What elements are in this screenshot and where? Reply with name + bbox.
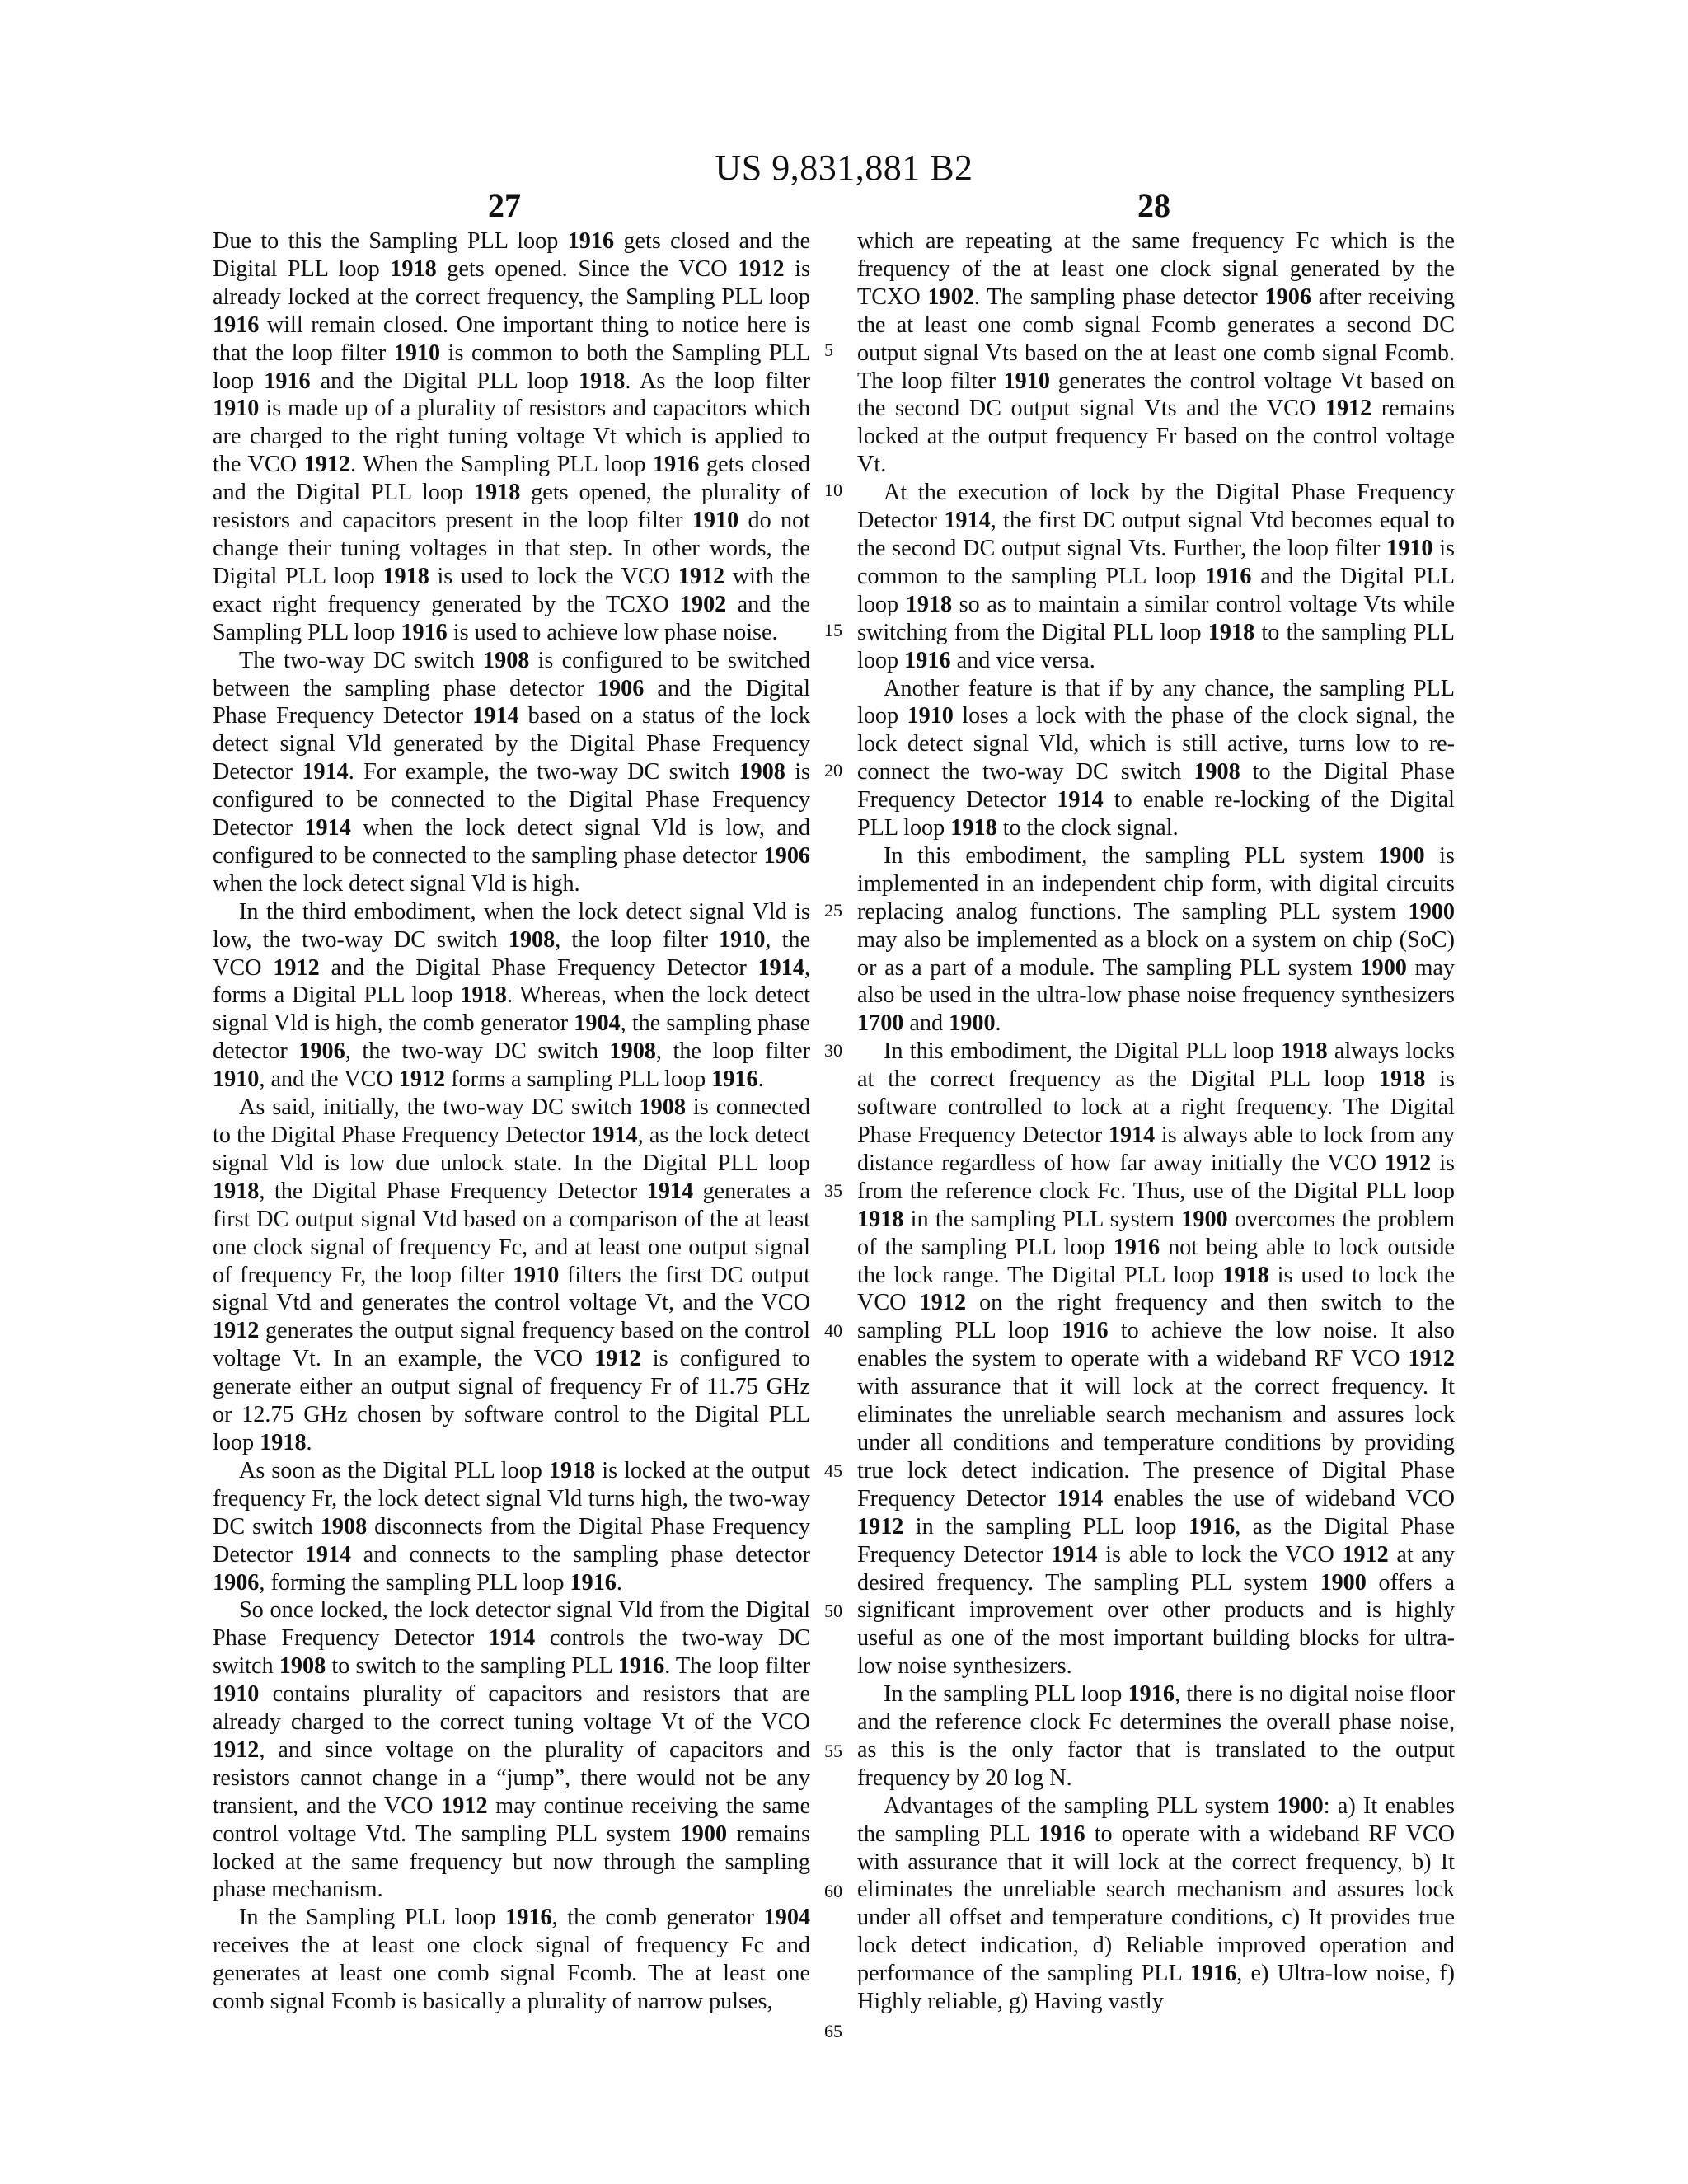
right-column	[857, 227, 1455, 2016]
page-number-right: 28	[1137, 187, 1170, 224]
line-number: 35	[824, 1180, 842, 1201]
paragraph: Advantages of the sampling PLL system 1900: a) It enables the sampling PLL 1916 to operate with a wideband RF VCO with assurance that it will lock at the correct frequency, b) It eliminates the unreliable search mechanism and assures lock under all offset and temperature conditions, c) It provides true lock detect indication, d) Reliable improved operation and performance of the sampling PLL 1916, e) Ultra-low noise, f) Highly reliable, g) Having vastly	[857, 1793, 1456, 2015]
line-number: 50	[824, 1601, 842, 1621]
line-number: 15	[824, 620, 842, 640]
paragraph: Due to this the Sampling PLL loop 1916 gets closed and the Digital PLL loop 1918 gets opened. Since the VCO 1912 is already locked at the correct frequency, the Sampling PLL loop 1916 will remain closed. One important thing to notice here is that the loop filter 1910 is common to both the Sampling PLL loop 1916 and the Digital PLL loop 1918. As the loop filter 1910 is made up of a plurality of resistors and capacitors which are charged to the right tuning voltage Vt which is applied to the VCO 1912. When the Sampling PLL loop 1916 gets closed and the Digital PLL loop 1918 gets opened, the plurality of resistors and capacitors present in the loop filter 1910 do not change their tuning voltages in that step. In other words, the Digital PLL loop 1918 is used to lock the VCO 1912 with the exact right frequency generated by the TCXO 1902 and the Sampling PLL loop 1916 is used to achieve low phase noise.	[213, 228, 811, 645]
paragraph: Another feature is that if by any chance, the sampling PLL loop 1910 loses a lock with the phase of the clock signal, the lock detect signal Vld, which is still active, turns low to re-connect the two-way DC switch 1908 to the Digital Phase Frequency Detector 1914 to enable re-locking of the Digital PLL loop 1918 to the clock signal.	[857, 675, 1455, 841]
line-number: 55	[824, 1741, 842, 1761]
paragraph: At the execution of lock by the Digital Phase Frequency Detector 1914, the first DC output signal Vtd becomes equal to the second DC output signal Vts. Further, the loop filter 1910 is common to the sampling PLL loop 1916 and the Digital PLL loop 1918 so as to maintain a similar control voltage Vts while switching from the Digital PLL loop 1918 to the sampling PLL loop 1916 and vice versa.	[857, 480, 1455, 673]
line-number: 45	[824, 1460, 842, 1481]
paragraph: which are repeating at the same frequency Fc which is the frequency of the at least one clock signal generated by the TCXO 1902. The sampling phase detector 1906 after receiving the at least one comb signal Fcomb generates a second DC output signal Vts based on the at least one comb signal Fcomb. The loop filter 1910 generates the control voltage Vt based on the second DC output signal Vts and the VCO 1912 remains locked at the output frequency Fr based on the control voltage Vt.	[857, 228, 1455, 478]
line-number: 5	[824, 340, 833, 360]
paragraph: In this embodiment, the sampling PLL system 1900 is implemented in an independent chip form, with digital circuits replacing analog functions. The sampling PLL system 1900 may also be implemented as a block on a system on chip (SoC) or as a part of a module. The sampling PLL system 1900 may also be used in the ultra-low phase noise frequency synthesizers 1700 and 1900.	[857, 842, 1456, 1037]
paragraph: In this embodiment, the Digital PLL loop 1918 always locks at the correct frequency as the Digital PLL loop 1918 is software controlled to lock at a right frequency. The Digital Phase Frequency Detector 1914 is always able to lock from any distance regardless of how far away initially the VCO 1912 is from the reference clock Fc. Thus, use of the Digital PLL loop 1918 in the sampling PLL system 1900 overcomes the problem of the sampling PLL loop 1916 not being able to lock outside the lock range. The Digital PLL loop 1918 is used to lock the VCO 1912 on the right frequency and then switch to the sampling PLL loop 1916 to achieve the low noise. It also enables the system to operate with a wideband RF VCO 1912 with assurance that it will lock at the correct frequency. It eliminates the unreliable search mechanism and assures lock under all conditions and temperature conditions by providing true lock detect indication. The presence of Digital Phase Frequency Detector 1914 enables the use of wideband VCO 1912 in the sampling PLL loop 1916, as the Digital Phase Frequency Detector 1914 is able to lock the VCO 1912 at any desired frequency. The sampling PLL system 1900 offers a significant improvement over other products and is highly useful as one of the most important building blocks for ultra-low noise synthesizers.	[857, 1038, 1456, 1680]
paragraph: In the third embodiment, when the lock detect signal Vld is low, the two-way DC switch 1908, the loop filter 1910, the VCO 1912 and the Digital Phase Frequency Detector 1914, forms a Digital PLL loop 1918. Whereas, when the lock detect signal Vld is high, the comb generator 1904, the sampling phase detector 1906, the two-way DC switch 1908, the loop filter 1910, and the VCO 1912 forms a sampling PLL loop 1916.	[213, 898, 811, 1093]
paragraph: The two-way DC switch 1908 is configured to be switched between the sampling phase detector 1906 and the Digital Phase Frequency Detector 1914 based on a status of the lock detect signal Vld generated by the Digital Phase Frequency Detector 1914. For example, the two-way DC switch 1908 is configured to be connected to the Digital Phase Frequency Detector 1914 when the lock detect signal Vld is low, and configured to be connected to the sampling phase detector 1906 when the lock detect signal Vld is high.	[213, 647, 811, 897]
line-number: 25	[824, 900, 842, 921]
page-number-left: 27	[488, 187, 521, 224]
line-number: 65	[824, 2021, 842, 2041]
line-number: 40	[824, 1320, 842, 1341]
line-number: 10	[824, 480, 842, 500]
left-column	[213, 227, 810, 2016]
patent-number: US 9,831,881 B2	[715, 148, 973, 188]
paragraph: As said, initially, the two-way DC switch 1908 is connected to the Digital Phase Frequency Detector 1914, as the lock detect signal Vld is low due unlock state. In the Digital PLL loop 1918, the Digital Phase Frequency Detector 1914 generates a first DC output signal Vtd based on a comparison of the at least one clock signal of frequency Fc, and at least one output signal of frequency Fr, the loop filter 1910 filters the first DC output signal Vtd and generates the control voltage Vt, and the VCO 1912 generates the output signal frequency based on the control voltage Vt. In an example, the VCO 1912 is configured to generate either an output signal of frequency Fr of 11.75 GHz or 12.75 GHz chosen by software control to the Digital PLL loop 1918.	[213, 1094, 810, 1455]
paragraph: As soon as the Digital PLL loop 1918 is locked at the output frequency Fr, the lock detect signal Vld turns high, the two-way DC switch 1908 disconnects from the Digital Phase Frequency Detector 1914 and connects to the sampling phase detector 1906, forming the sampling PLL loop 1916.	[213, 1457, 810, 1596]
line-number: 30	[824, 1040, 842, 1061]
paragraph: In the Sampling PLL loop 1916, the comb generator 1904 receives the at least one clock signal of frequency Fc and generates at least one comb signal Fcomb. The at least one comb signal Fcomb is basically a plurality of narrow pulses,	[213, 1905, 810, 2015]
paragraph: So once locked, the lock detector signal Vld from the Digital Phase Frequency Detector 1914 controls the two-way DC switch 1908 to switch to the sampling PLL 1916. The loop filter 1910 contains plurality of capacitors and resistors that are already charged to the correct tuning voltage Vt of the VCO 1912, and since voltage on the plurality of capacitors and resistors cannot change in a “jump”, there would not be any transient, and the VCO 1912 may continue receiving the same control voltage Vtd. The sampling PLL system 1900 remains locked at the same frequency but now through the sampling phase mechanism.	[213, 1597, 811, 1903]
paragraph: In the sampling PLL loop 1916, there is no digital noise floor and the reference clock Fc determines the overall phase noise, as this is the only factor that is translated to the output frequency by 20 log N.	[857, 1681, 1455, 1791]
line-number: 60	[824, 1881, 842, 1901]
line-number: 20	[824, 760, 842, 780]
